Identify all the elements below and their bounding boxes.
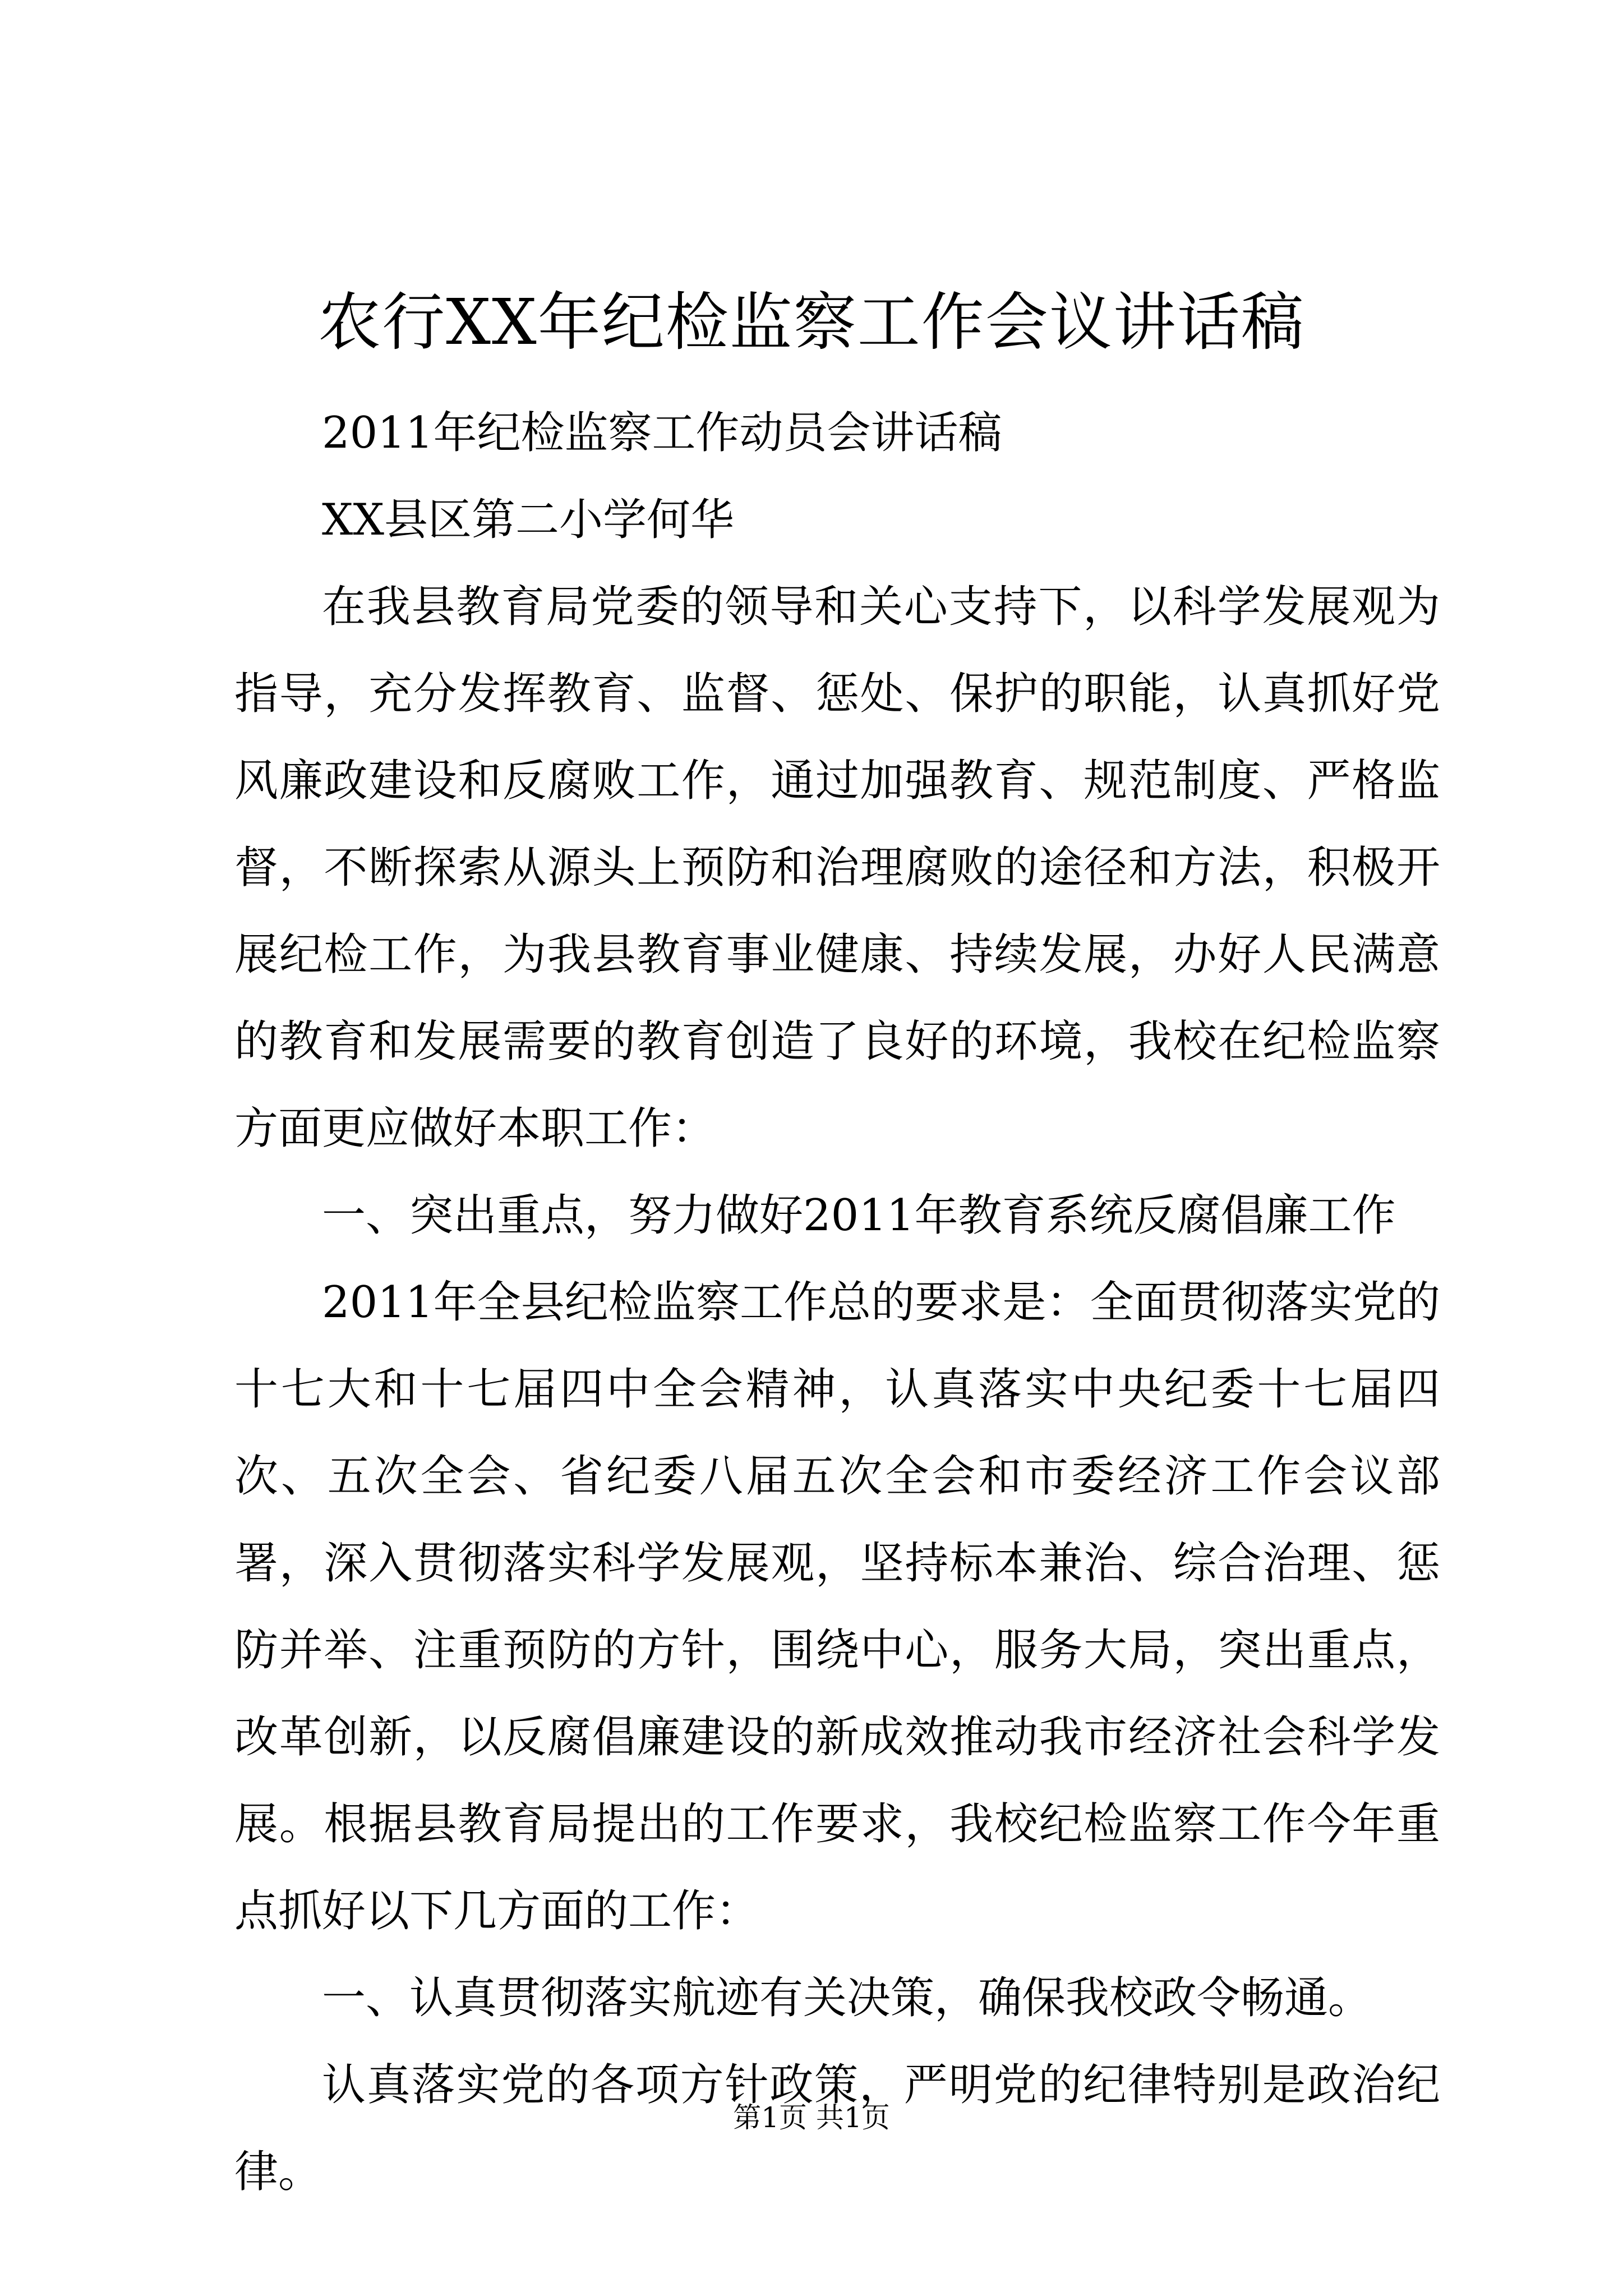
- paragraph-subtitle: 2011年纪检监察工作动员会讲话稿: [322, 408, 1002, 458]
- paragraph-heading-2: 一、认真贯彻落实航迹有关决策，确保我校政令畅通。: [322, 1973, 1372, 2023]
- document-body: [234, 390, 1440, 2216]
- document-title: 农行XX年纪检监察工作会议讲话稿: [318, 286, 1305, 359]
- paragraph-author: XX县区第二小学何华: [322, 495, 735, 545]
- paragraph-heading-1: 一、突出重点，努力做好2011年教育系统反腐倡廉工作: [322, 1190, 1396, 1241]
- paragraph-intro: 在我县教育局党委的领导和关心支持下，以科学发展观为指导，充分发挥教育、监督、惩处、保护的职能，认真抓好党风廉政建设和反腐败工作，通过加强教育、规范制度、严格监督，不断探索从源头上预防和治理腐败的途径和方法，积极开展纪检工作，为我县教育事业健康、持续发展，办好人民满意的教育和发展需要的教育创造了良好的环境，我校在纪检监察方面更应做好本职工作：: [234, 582, 1440, 1154]
- paragraph-requirements: 2011年全县纪检监察工作总的要求是：全面贯彻落实党的十七大和十七届四中全会精神，认真落实中央纪委十七届四次、五次全会、省纪委八届五次全会和市委经济工作会议部署，深入贯彻落实科学发展观，坚持标本兼治、综合治理、惩防并举、注重预防的方针，围绕中心，服务大局，突出重点，改革创新，以反腐倡廉建设的新成效推动我市经济社会科学发展。根据县教育局提出的工作要求，我校纪检监察工作今年重点抓好以下几方面的工作：: [234, 1277, 1440, 1936]
- paragraph-policy: 认真落实党的各项方针政策，严明党的纪律特别是政治纪律。: [234, 2060, 1440, 2197]
- page-number-footer: 第1页 共1页: [733, 2101, 890, 2134]
